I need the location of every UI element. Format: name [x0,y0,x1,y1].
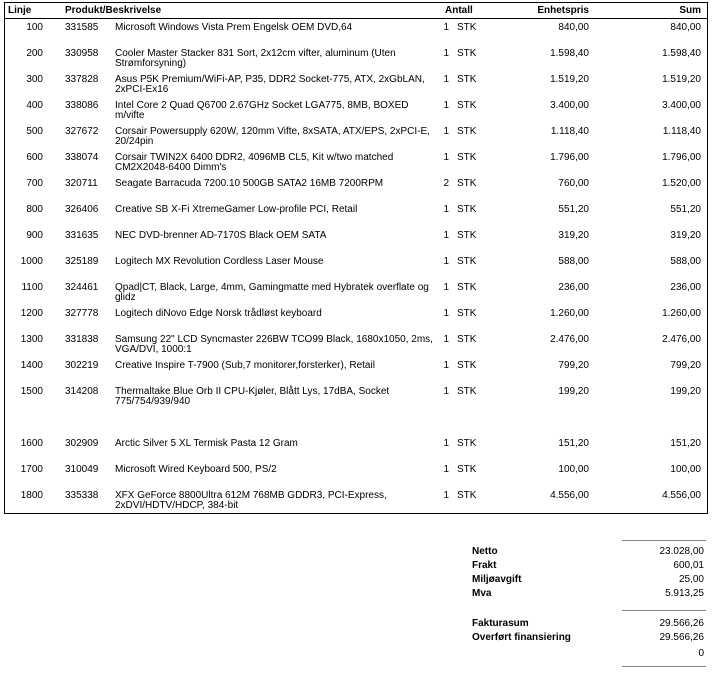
totals-row [470,648,706,660]
table-header [5,3,707,19]
product-number: 327778 [65,308,99,319]
totals-value: 29.566,26 [659,632,704,643]
line-sum: 236,00 [670,282,701,293]
unit-price: 1.598,40 [550,48,589,59]
unit: STK [457,256,477,267]
unit-price: 1.118,40 [550,126,589,137]
product-number: 326406 [65,204,99,215]
totals-divider [622,540,706,541]
table-row [5,465,707,491]
description: Creative SB X-Fi XtremeGamer Low-profile PCI, Retail [115,204,358,215]
description: Creative Inspire T-7900 (Sub,7 monitorer,forsterker), Retail [115,360,375,371]
unit: STK [457,438,477,449]
quantity: 1 [443,360,449,371]
quantity: 1 [443,100,449,111]
header-qty: Antall [445,5,473,16]
unit: STK [457,126,477,137]
description: Cooler Master Stacker 831 Sort, 2x12cm vifter, aluminum (Uten Strømforsyning) [115,48,396,69]
unit: STK [457,334,477,345]
product-number: 337828 [65,74,99,85]
description: NEC DVD-brenner AD-7170S Black OEM SATA [115,230,327,241]
description: XFX GeForce 8800Ultra 612M 768MB GDDR3, PCI-Express, 2xDVI/HDTV/HDCP, 384-bit [115,490,387,511]
description: Corsair Powersupply 620W, 120mm Vifte, 8xSATA, ATX/EPS, 2xPCI-E, 20/24pin [115,126,430,147]
product-number: 331635 [65,230,99,241]
table-row [5,335,707,361]
line-number: 400 [26,100,43,111]
table-row [5,491,707,517]
totals-label: Fakturasum [472,618,529,629]
line-number: 1500 [20,386,43,397]
totals-row [470,560,706,572]
unit-price: 3.400,00 [550,100,589,111]
unit-price: 199,20 [558,386,589,397]
totals-value: 25,00 [678,574,704,585]
invoice-lines-table [4,2,708,514]
line-sum: 151,20 [670,438,701,449]
unit: STK [457,282,477,293]
table-row [5,75,707,101]
unit-price: 840,00 [558,22,589,33]
table-row [5,127,707,153]
line-number: 700 [26,178,43,189]
unit: STK [457,48,477,59]
line-sum: 1.260,00 [662,308,701,319]
unit: STK [457,386,477,397]
totals-divider [622,666,706,667]
table-row [5,179,707,205]
unit-price: 319,20 [558,230,589,241]
header-sum: Sum [679,5,701,16]
line-number: 300 [26,74,43,85]
line-sum: 840,00 [670,22,701,33]
unit-price: 760,00 [558,178,589,189]
unit-price: 551,20 [558,204,589,215]
product-number: 302219 [65,360,99,371]
product-number: 331585 [65,22,99,33]
header-line: Linje [8,5,32,16]
product-number: 331838 [65,334,99,345]
unit: STK [457,230,477,241]
table-row [5,205,707,231]
line-number: 1700 [20,464,43,475]
totals-label: Overført finansiering [472,632,571,643]
line-number: 200 [26,48,43,59]
unit-price: 799,20 [558,360,589,371]
description: Thermaltake Blue Orb II CPU-Kjøler, Blått Lys, 17dBA, Socket 775/754/939/940 [115,386,390,407]
table-row [5,101,707,127]
quantity: 1 [443,152,449,163]
line-sum: 199,20 [670,386,701,397]
description: Arctic Silver 5 XL Termisk Pasta 12 Gram [115,438,298,449]
quantity: 2 [443,178,449,189]
description: Microsoft Windows Vista Prem Engelsk OEM DVD,64 [115,22,353,33]
description: Intel Core 2 Quad Q6700 2.67GHz Socket LGA775, 8MB, BOXED m/vifte [115,100,409,121]
totals-value: 5.913,25 [665,588,704,599]
quantity: 1 [443,74,449,85]
line-number: 1200 [20,308,43,319]
unit: STK [457,22,477,33]
product-number: 310049 [65,464,99,475]
table-row [5,361,707,387]
totals-row [470,618,706,630]
product-number: 338074 [65,152,99,163]
product-number: 325189 [65,256,99,267]
unit-price: 100,00 [558,464,589,475]
quantity: 1 [443,22,449,33]
table-row [5,153,707,179]
totals-row [470,632,706,644]
unit: STK [457,178,477,189]
quantity: 1 [443,464,449,475]
totals-label: Miljøavgift [472,574,522,585]
line-sum: 1.796,00 [662,152,701,163]
line-number: 1600 [20,438,43,449]
description: Seagate Barracuda 7200.10 500GB SATA2 16MB 7200RPM [115,178,384,189]
line-sum: 1.520,00 [662,178,701,189]
totals-row [470,588,706,600]
table-row [5,231,707,257]
table-row [5,387,707,413]
line-number: 800 [26,204,43,215]
line-sum: 588,00 [670,256,701,267]
line-number: 100 [26,22,43,33]
quantity: 1 [443,126,449,137]
description: Asus P5K Premium/WiFi-AP, P35, DDR2 Socket-775, ATX, 2xGbLAN, 2xPCI-Ex16 [115,74,425,95]
product-number: 302909 [65,438,99,449]
unit-price: 588,00 [558,256,589,267]
quantity: 1 [443,334,449,345]
description: Qpad|CT, Black, Large, 4mm, Gamingmatte med Hybratek overflate og glidz [115,282,429,303]
unit: STK [457,360,477,371]
line-number: 1400 [20,360,43,371]
table-row [5,283,707,309]
line-number: 1100 [21,282,43,293]
description: Corsair TWIN2X 6400 DDR2, 4096MB CL5, Kit w/two matched CM2X2048-6400 Dimm's [115,152,394,173]
line-sum: 3.400,00 [662,100,701,111]
unit-price: 151,20 [558,438,589,449]
unit: STK [457,204,477,215]
line-sum: 1.598,40 [662,48,701,59]
product-number: 327672 [65,126,99,137]
line-number: 1300 [20,334,43,345]
line-sum: 100,00 [670,464,701,475]
totals-row [470,546,706,558]
quantity: 1 [443,256,449,267]
table-row [5,23,707,49]
line-sum: 799,20 [670,360,701,371]
totals-value: 600,01 [673,560,704,571]
quantity: 1 [443,490,449,501]
line-number: 900 [26,230,43,241]
header-unit-price: Enhetspris [537,5,589,16]
line-number: 1000 [20,256,43,267]
description: Microsoft Wired Keyboard 500, PS/2 [115,464,277,475]
quantity: 1 [443,438,449,449]
table-row [5,439,707,465]
unit-price: 2.476,00 [550,334,589,345]
table-row [5,309,707,335]
description: Samsung 22" LCD Syncmaster 226BW TCO99 Black, 1680x1050, 2ms, VGA/DVI, 1000:1 [115,334,433,355]
totals-label: Mva [472,588,492,599]
totals-label: Frakt [472,560,497,571]
product-number: 314208 [65,386,99,397]
product-number: 324461 [65,282,99,293]
unit-price: 1.260,00 [550,308,589,319]
line-sum: 1.118,40 [662,126,701,137]
totals-value: 23.028,00 [659,546,704,557]
line-sum: 551,20 [670,204,701,215]
table-row [5,49,707,75]
unit: STK [457,74,477,85]
product-number: 320711 [65,178,98,189]
line-sum: 4.556,00 [662,490,701,501]
quantity: 1 [443,204,449,215]
unit-price: 1.519,20 [550,74,589,85]
unit: STK [457,100,477,111]
unit-price: 236,00 [558,282,589,293]
line-number: 1800 [20,490,43,501]
unit: STK [457,152,477,163]
quantity: 1 [443,48,449,59]
quantity: 1 [443,230,449,241]
totals-row [470,574,706,586]
line-sum: 2.476,00 [662,334,701,345]
unit: STK [457,490,477,501]
line-sum: 319,20 [670,230,701,241]
unit: STK [457,308,477,319]
quantity: 1 [443,386,449,397]
product-number: 335338 [65,490,99,501]
unit: STK [457,464,477,475]
totals-value: 0 [698,648,704,659]
product-number: 330958 [65,48,99,59]
totals-label: Netto [472,546,498,557]
line-sum: 1.519,20 [662,74,701,85]
description: Logitech MX Revolution Cordless Laser Mouse [115,256,324,267]
product-number: 338086 [65,100,99,111]
unit-price: 1.796,00 [550,152,589,163]
line-number: 500 [26,126,43,137]
header-product: Produkt/Beskrivelse [65,5,162,16]
table-row [5,257,707,283]
totals-divider [622,610,706,611]
description: Logitech diNovo Edge Norsk trådløst keyboard [115,308,322,319]
line-number: 600 [26,152,43,163]
quantity: 1 [443,308,449,319]
quantity: 1 [443,282,449,293]
totals-value: 29.566,26 [659,618,704,629]
unit-price: 4.556,00 [550,490,589,501]
